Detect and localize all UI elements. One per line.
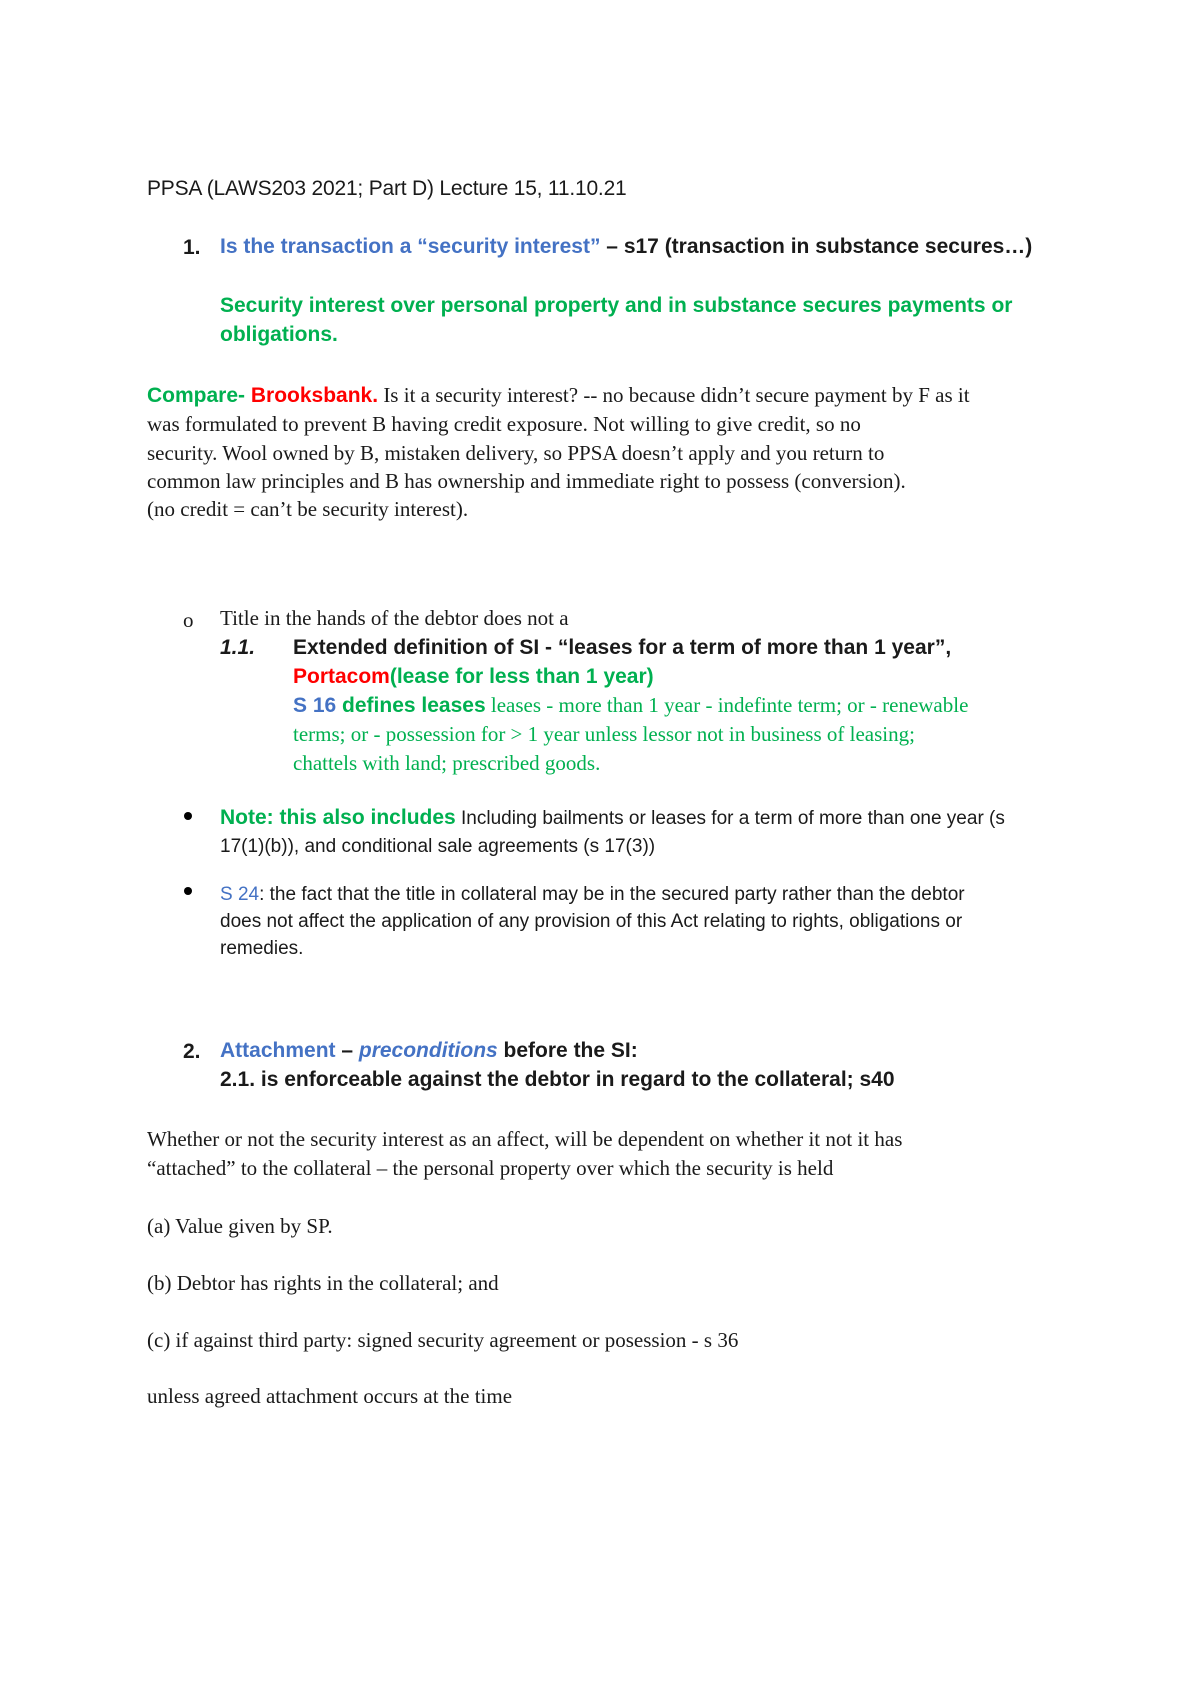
item-c: (c) if against third party: signed security agreement or posession - s 36: [147, 1328, 739, 1352]
section-1-green-line-2: obligations.: [220, 323, 338, 346]
compare-line-3: security. Wool owned by B, mistaken delivery, so PPSA doesn’t apply and you return to: [147, 441, 885, 465]
portacom-note: (lease for less than 1 year): [389, 665, 654, 688]
s16-defines: defines leases: [336, 694, 486, 717]
note-line-2: 17(1)(b)), and conditional sale agreements (s 17(3)): [220, 836, 656, 857]
section-2-heading: [220, 1036, 638, 1065]
title-bullet-marker: o: [183, 608, 194, 632]
page-title: PPSA (LAWS203 2021; Part D) Lecture 15, 11.10.21: [147, 177, 627, 200]
section-2-sub: 2.1. is enforceable against the debtor in regard to the collateral; s40: [220, 1068, 895, 1091]
sub-1-1-heading: Extended definition of SI - “leases for a term of more than 1 year”,: [293, 636, 952, 659]
compare-text-1: Is it a security interest? -- no because didn’t secure payment by F as it: [378, 383, 970, 407]
s16-line-2: terms; or - possession for > 1 year unless lessor not in business of leasing;: [293, 722, 915, 746]
compare-line-2: was formulated to prevent B having credit exposure. Not willing to give credit, so no: [147, 412, 861, 436]
s16-line-1: [293, 691, 968, 720]
note-label: Note: this also includes: [220, 806, 456, 829]
s24-text-1: : the fact that the title in collateral may be in the secured party rather than the debtor: [259, 884, 965, 905]
s24-line-1: [220, 880, 965, 909]
compare-label: Compare-: [147, 384, 251, 407]
note-line-1: [220, 803, 1005, 833]
attachment-para-line-1: Whether or not the security interest as an affect, will be dependent on whether it not it has: [147, 1127, 903, 1151]
s24-line-2: does not affect the application of any provision of this Act relating to rights, obligations or: [220, 911, 963, 932]
section-1-heading: [220, 232, 1032, 261]
note-bullet-dot: [184, 812, 192, 820]
title-bullet-text: Title in the hands of the debtor does not a: [220, 606, 569, 630]
portacom-case: Portacom: [293, 665, 390, 688]
portacom-line: [293, 662, 654, 691]
section-2-dash: –: [335, 1039, 359, 1062]
s16-text-1: leases - more than 1 year - indefinte term; or - renewable: [485, 693, 969, 717]
attachment-para-line-2: “attached” to the collateral – the personal property over which the security is held: [147, 1156, 834, 1180]
section-1-heading-blue: Is the transaction a “security interest”: [220, 235, 601, 258]
section-1-number: 1.: [183, 236, 201, 259]
section-1-green-line-1: Security interest over personal property and in substance secures payments or: [220, 294, 1013, 317]
s24-ref: S 24: [220, 884, 260, 905]
section-1-heading-rest: – s17 (transaction in substance secures…): [600, 235, 1033, 258]
item-a: (a) Value given by SP.: [147, 1214, 333, 1238]
section-2-heading-rest: before the SI:: [497, 1039, 638, 1062]
section-2-number: 2.: [183, 1040, 201, 1063]
s16-ref: S 16: [293, 694, 337, 717]
compare-line-1: [147, 381, 970, 410]
item-b: (b) Debtor has rights in the collateral; and: [147, 1271, 499, 1295]
s16-line-3: chattels with land; prescribed goods.: [293, 751, 601, 775]
closing-line: unless agreed attachment occurs at the time: [147, 1384, 513, 1408]
s24-bullet-dot: [184, 887, 192, 895]
compare-line-4: common law principles and B has ownership and immediate right to possess (conversion).: [147, 469, 906, 493]
preconditions-label: preconditions: [358, 1039, 498, 1062]
sub-1-1-number: 1.1.: [220, 636, 256, 659]
brooksbank-case: Brooksbank.: [250, 384, 379, 407]
compare-line-5: (no credit = can’t be security interest).: [147, 497, 469, 521]
attachment-label: Attachment: [220, 1039, 336, 1062]
s24-line-3: remedies.: [220, 938, 304, 959]
note-text-1: Including bailments or leases for a term of more than one year (s: [455, 808, 1005, 829]
